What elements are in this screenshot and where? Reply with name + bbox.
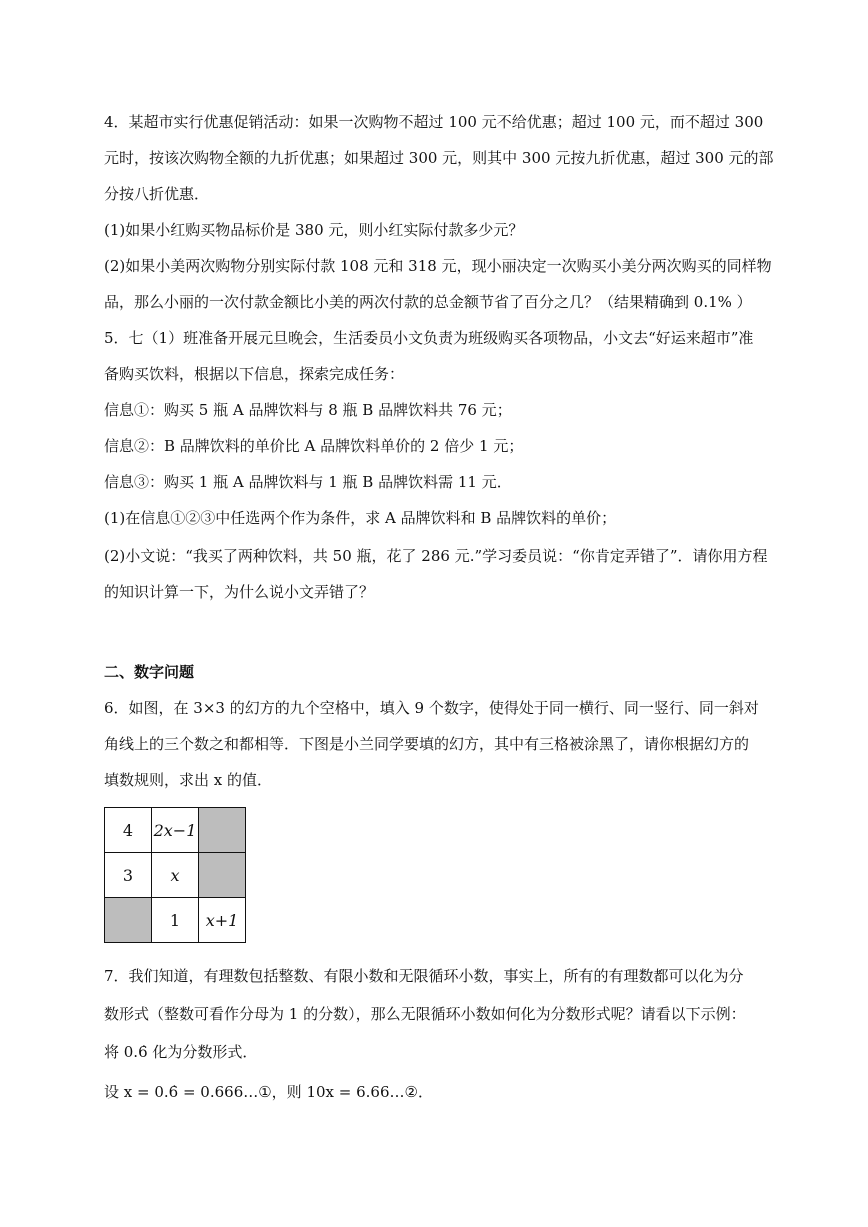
grid-cell: 1 <box>152 898 199 943</box>
grid-cell-shaded <box>199 853 246 898</box>
q4-line-1: 4．某超市实行优惠促销活动：如果一次购物不超过 100 元不给优惠；超过 100 元，而不超过 300 <box>104 113 764 131</box>
grid-cell: 2x−1 <box>152 808 199 853</box>
grid-cell-shaded <box>199 808 246 853</box>
q5-info-1: 信息①：购买 5 瓶 A 品牌饮料与 8 瓶 B 品牌饮料共 76 元； <box>104 401 512 419</box>
q5-info-2: 信息②：B 品牌饮料的单价比 A 品牌饮料单价的 2 倍少 1 元； <box>104 437 524 455</box>
q4-part-2-line-1: (2)如果小美两次购物分别实际付款 108 元和 318 元，现小丽决定一次购买小美分两次购买的同样物 <box>104 257 772 275</box>
grid-cell: 4 <box>105 808 152 853</box>
q7-line-4: 设 x = 0.6̇ = 0.666…①，则 10x = 6.66…②． <box>104 1083 433 1101</box>
q4-part-2-line-2: 品，那么小丽的一次付款金额比小美的两次付款的总金额节省了百分之几？（结果精确到 0.1% ） <box>104 293 752 311</box>
q6-line-1: 6．如图，在 3×3 的幻方的九个空格中，填入 9 个数字，使得处于同一横行、同一竖行、同一斜对 <box>104 699 759 717</box>
q5-part-2-line-2: 的知识计算一下，为什么说小文弄错了？ <box>104 583 375 601</box>
q5-line-1: 5．七（1）班准备开展元旦晚会，生活委员小文负责为班级购买各项物品，小文去“好运来超市”准 <box>104 329 754 347</box>
q5-part-1: (1)在信息①②③中任选两个作为条件，求 A 品牌饮料和 B 品牌饮料的单价； <box>104 509 617 527</box>
section-heading: 二、数字问题 <box>104 663 195 681</box>
q5-part-2-line-1: (2)小文说：“我买了两种饮料，共 50 瓶，花了 286 元.”学习委员说：“你肯定弄错了”．请你用方程 <box>104 547 768 565</box>
q7-line-1: 7．我们知道，有理数包括整数、有限小数和无限循环小数，事实上，所有的有理数都可以化为分 <box>104 967 744 985</box>
q6-line-2: 角线上的三个数之和都相等．下图是小兰同学要填的幻方，其中有三格被涂黑了，请你根据幻方的 <box>104 735 750 753</box>
q6-line-3: 填数规则，求出 x 的值． <box>104 771 272 789</box>
grid-cell: 3 <box>105 853 152 898</box>
q7-line-3: 将 0.6̇ 化为分数形式． <box>104 1043 258 1061</box>
magic-square-grid <box>104 807 246 943</box>
q5-info-3: 信息③：购买 1 瓶 A 品牌饮料与 1 瓶 B 品牌饮料需 11 元． <box>104 473 512 491</box>
q4-line-3: 分按八折优惠． <box>104 185 210 203</box>
q4-line-2: 元时，按该次购物全额的九折优惠；如果超过 300 元，则其中 300 元按九折优惠，超过 300 元的部 <box>104 149 774 167</box>
grid-cell: x <box>152 853 199 898</box>
grid-cell-shaded <box>105 898 152 943</box>
q4-part-1: (1)如果小红购买物品标价是 380 元，则小红实际付款多少元？ <box>104 221 524 239</box>
q7-line-2: 数形式（整数可看作分母为 1 的分数），那么无限循环小数如何化为分数形式呢？请看以下示例： <box>104 1005 746 1023</box>
q5-line-2: 备购买饮料，根据以下信息，探索完成任务： <box>104 365 405 383</box>
grid-cell: x+1 <box>199 898 246 943</box>
